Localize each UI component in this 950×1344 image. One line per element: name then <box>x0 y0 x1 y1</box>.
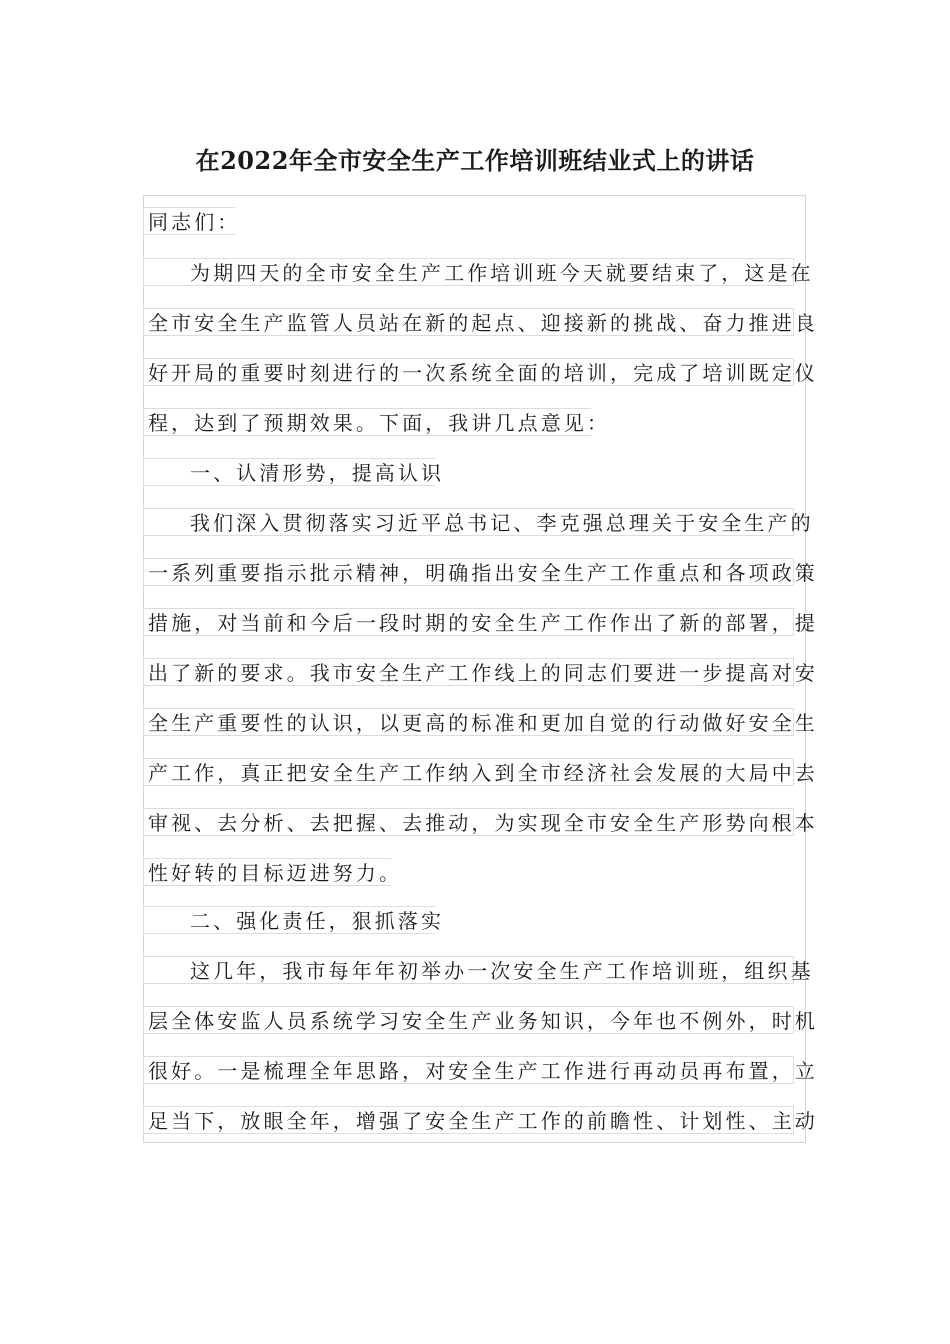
paragraph-line: 出了新的要求。我市安全生产工作线上的同志们要进一步提高对安 <box>143 658 794 686</box>
page-title: 在2022年全市安全生产工作培训班结业式上的讲话 <box>195 146 755 175</box>
paragraph-line: 层全体安监人员系统学习安全生产业务知识，今年也不例外，时机 <box>143 1006 794 1034</box>
paragraph-line: 审视、去分析、去把握、去推动，为实现全市安全生产形势向根本 <box>143 808 794 836</box>
paragraph-line: 全市安全生产监管人员站在新的起点、迎接新的挑战、奋力推进良 <box>143 308 794 336</box>
paragraph-line: 为期四天的全市安全生产工作培训班今天就要结束了，这是在 <box>143 258 794 286</box>
paragraph-line: 一系列重要指示批示精神，明确指出安全生产工作重点和各项政策 <box>143 558 794 586</box>
paragraph-line: 措施，对当前和今后一段时期的安全生产工作作出了新的部署，提 <box>143 608 794 636</box>
paragraph-line: 这几年，我市每年年初举办一次安全生产工作培训班，组织基 <box>143 956 794 984</box>
paragraph-line: 全生产重要性的认识，以更高的标准和更加自觉的行动做好安全生 <box>143 708 794 736</box>
section-heading: 一、认清形势，提高认识 <box>143 458 435 486</box>
paragraph-line: 好开局的重要时刻进行的一次系统全面的培训，完成了培训既定仪 <box>143 358 794 386</box>
paragraph-line: 足当下，放眼全年，增强了安全生产工作的前瞻性、计划性、主动 <box>143 1106 794 1134</box>
paragraph-line: 我们深入贯彻落实习近平总书记、李克强总理关于安全生产的 <box>143 508 794 536</box>
paragraph-line: 很好。一是梳理全年思路，对安全生产工作进行再动员再布置，立 <box>143 1056 794 1084</box>
paragraph-line: 产工作，真正把安全生产工作纳入到全市经济社会发展的大局中去 <box>143 758 794 786</box>
paragraph-line: 性好转的目标迈进努力。 <box>143 858 391 886</box>
salutation-line: 同志们： <box>143 207 235 235</box>
section-heading: 二、强化责任，狠抓落实 <box>143 906 435 934</box>
paragraph-line: 程，达到了预期效果。下面，我讲几点意见： <box>143 408 591 436</box>
